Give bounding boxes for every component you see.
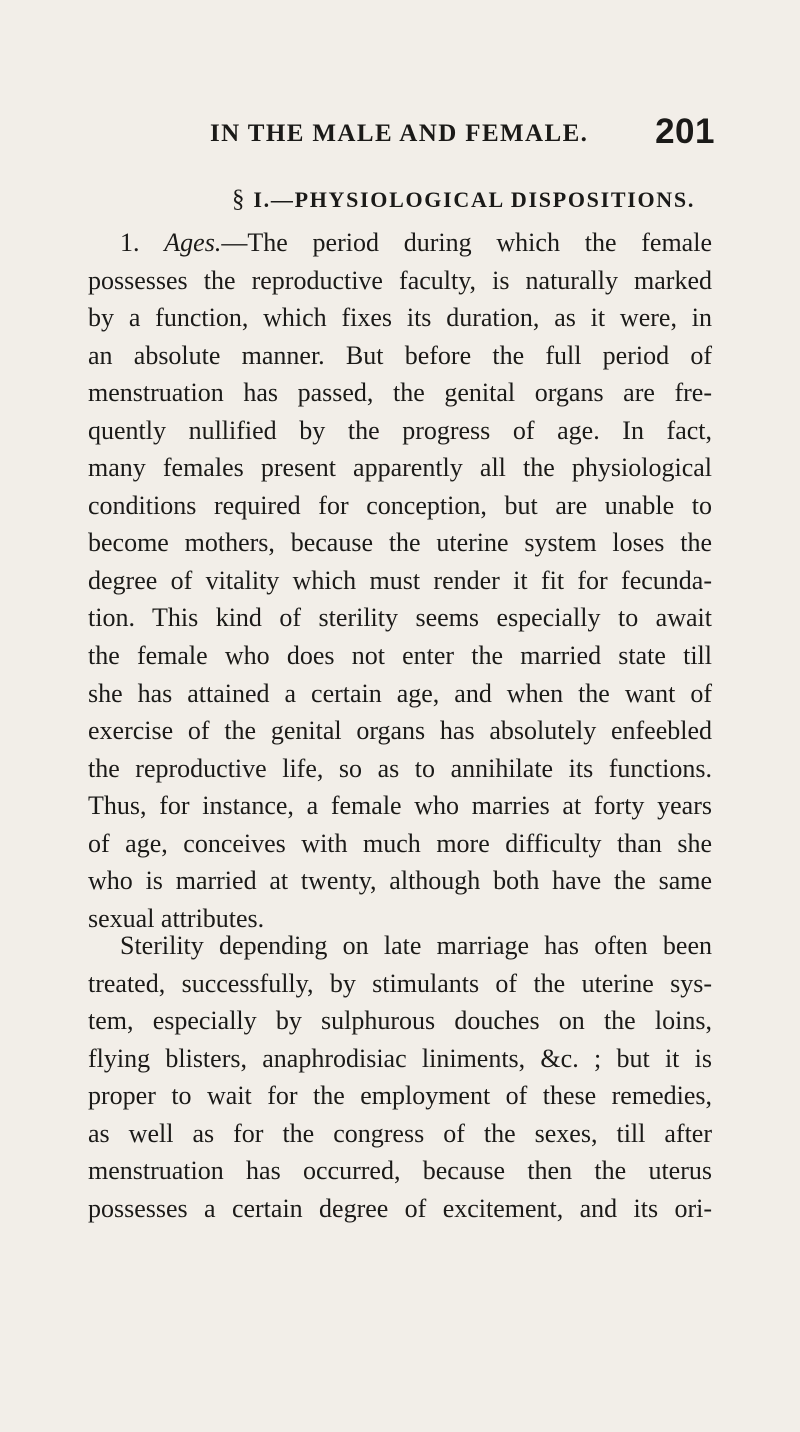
paragraph-line: become mothers, because the uterine system loses the — [88, 528, 712, 558]
paragraph-line: proper to wait for the employment of these remedies, — [88, 1081, 712, 1111]
section-heading-text: I.—PHYSIOLOGICAL DISPOSITIONS. — [253, 187, 696, 212]
paragraph-line: many females present apparently all the physiological — [88, 453, 712, 483]
paragraph-line: degree of vitality which must render it fit for fecunda- — [88, 565, 712, 595]
paragraph-term: Ages. — [164, 228, 222, 257]
paragraph-line: as well as for the congress of the sexes, till after — [88, 1118, 712, 1148]
paragraph-number: 1. — [120, 228, 140, 257]
section-heading — [232, 186, 695, 214]
paragraph-line: an absolute manner. But before the full period of — [88, 340, 712, 370]
paragraph-line: tion. This kind of sterility seems especially to await — [88, 603, 712, 633]
paragraph-line: menstruation has passed, the genital organs are fre- — [88, 378, 712, 408]
paragraph-line: conditions required for conception, but are unable to — [88, 490, 712, 520]
paragraph-line: Sterility depending on late marriage has often been — [120, 931, 712, 960]
paragraph-line: who is married at twenty, although both have the same — [88, 866, 712, 896]
paragraph-ages — [88, 224, 712, 937]
paragraph-line: treated, successfully, by stimulants of the uterine sys- — [88, 968, 712, 998]
paragraph-line-text: —The period during which the female — [221, 228, 712, 257]
paragraph-line: Thus, for instance, a female who marries at forty years — [88, 791, 712, 821]
paragraph-line: possesses a certain degree of excitement, and its ori- — [88, 1193, 712, 1223]
running-header — [210, 112, 715, 152]
paragraph-line: by a function, which fixes its duration, as it were, in — [88, 303, 712, 333]
running-title: IN THE MALE AND FEMALE. — [210, 120, 589, 147]
paragraph-line: sexual attributes. — [88, 903, 265, 933]
paragraph-line: possesses the reproductive faculty, is naturally marked — [88, 265, 712, 295]
paragraph-line: exercise of the genital organs has absolutely enfeebled — [88, 716, 712, 746]
paragraph-sterility-treatment — [88, 927, 712, 1227]
paragraph-line: menstruation has occurred, because then the uterus — [88, 1156, 712, 1186]
paragraph-line: of age, conceives with much more difficulty than she — [88, 828, 712, 858]
section-symbol: § — [232, 186, 247, 213]
paragraph-line: quently nullified by the progress of age. In fact, — [88, 415, 712, 445]
paragraph-line: the female who does not enter the married state till — [88, 641, 712, 671]
paragraph-line: the reproductive life, so as to annihilate its functions. — [88, 753, 712, 783]
paragraph-line: tem, especially by sulphurous douches on the loins, — [88, 1006, 712, 1036]
page-number: 201 — [655, 112, 715, 151]
paragraph-line: she has attained a certain age, and when the want of — [88, 678, 712, 708]
paragraph-line: flying blisters, anaphrodisiac liniments, &c. ; but it is — [88, 1043, 712, 1073]
paragraph-line — [88, 224, 712, 262]
